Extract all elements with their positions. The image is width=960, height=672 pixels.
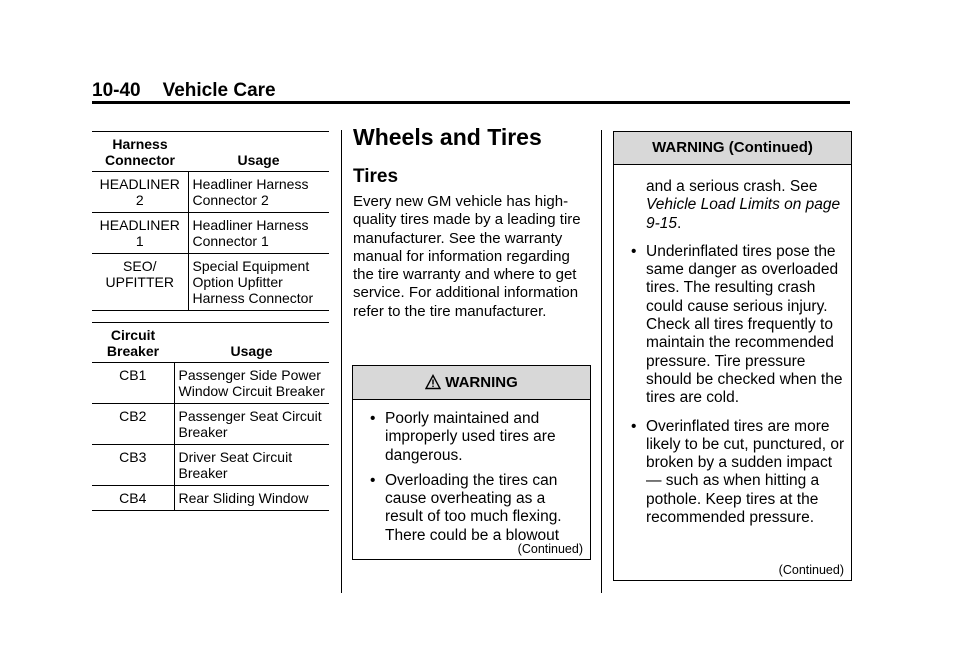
list-item-text: Overinflated tires are more likely to be cut, punctured, or broken by a sudden impact— such as when hitting a pothole. Keep tires at the recommended pressure.: [646, 417, 845, 527]
table-cell: HEADLINER 2: [92, 172, 188, 213]
warning-label: WARNING: [445, 374, 518, 391]
table-cell: CB3: [92, 445, 174, 486]
table-cell: HEADLINER 1: [92, 213, 188, 254]
table-cell: Special Equipment Option Upfitter Harness Connector: [188, 254, 329, 311]
table-cell: CB1: [92, 363, 174, 404]
list-item-text: Poorly maintained and improperly used tires are dangerous.: [385, 410, 556, 464]
warning-header: WARNING (Continued): [614, 132, 851, 165]
table-row: [92, 172, 329, 213]
column-divider-1: [341, 130, 342, 593]
cross-reference: Vehicle Load Limits on page 9-15: [646, 196, 841, 232]
circuit-breaker-table: [92, 322, 329, 511]
table-row: [92, 254, 329, 311]
page-number: 10-40: [92, 80, 141, 101]
table-row: [92, 213, 329, 254]
subsection-title: Tires: [353, 166, 399, 187]
table-cell: Headliner Harness Connector 1: [188, 213, 329, 254]
section-title: Wheels and Tires: [353, 124, 542, 150]
table-header: Circuit Breaker: [106, 327, 160, 359]
continued-label: (Continued): [517, 542, 583, 556]
warning-continued-box: [613, 131, 852, 581]
list-item-text: Underinflated tires pose the same danger as overloaded tires. The resulting crash could cause serious injury. Check all tires frequently to maintain the recommended pressure. Tire pressure should be checked when the tires are cold.: [646, 242, 843, 407]
table-row: [92, 363, 329, 404]
table-cell: CB2: [92, 404, 174, 445]
list-item: • Underinflated tires pose the same danger as overloaded tires. The resulting crash could cause serious injury. Check all tires frequently to maintain the recommended pressure. Tire pressure should be checked when the tires are cold.: [631, 242, 843, 407]
table-header: Harness Connector: [105, 136, 175, 168]
warning-box: [352, 365, 591, 560]
warning-header: [353, 366, 590, 400]
table-row: [92, 486, 329, 511]
table-cell: Rear Sliding Window: [174, 486, 329, 511]
warning-lead-text: and a serious crash. See Vehicle Load Limits on page 9-15.: [646, 178, 841, 232]
table-header: Usage: [237, 152, 280, 168]
table-cell: Passenger Side Power Window Circuit Breaker: [174, 363, 329, 404]
chapter-title: Vehicle Care: [162, 80, 276, 101]
intro-paragraph: Every new GM vehicle has high-quality tires made by a leading tire manufacturer. See the warranty manual for information regarding the tire warranty and where to get service. For additional information refer to the tire manufacturer.: [353, 193, 581, 320]
table-cell: Driver Seat Circuit Breaker: [174, 445, 329, 486]
list-item: • Poorly maintained and improperly used tires are dangerous.: [370, 410, 556, 464]
header-rule: [92, 101, 850, 104]
warning-triangle-icon: [425, 374, 441, 390]
table-cell: Passenger Seat Circuit Breaker: [174, 404, 329, 445]
continued-label: (Continued): [778, 563, 844, 577]
column-divider-2: [601, 130, 602, 593]
table-cell: CB4: [92, 486, 174, 511]
table-row: [92, 404, 329, 445]
page-header: [92, 80, 276, 102]
table-header: Usage: [230, 343, 273, 359]
harness-connector-table: [92, 131, 329, 311]
list-item: • Overloading the tires can cause overheating as a result of too much flexing. There could be a blowout: [370, 471, 562, 544]
list-item: • Overinflated tires are more likely to be cut, punctured, or broken by a sudden impact— such as when hitting a pothole. Keep tires at the recommended pressure.: [631, 417, 845, 527]
table-cell: SEO/ UPFITTER: [92, 254, 188, 311]
table-cell: Headliner Harness Connector 2: [188, 172, 329, 213]
list-item-text: Overloading the tires can cause overheating as a result of too much flexing. There could be a blowout: [385, 471, 562, 544]
table-row: [92, 445, 329, 486]
